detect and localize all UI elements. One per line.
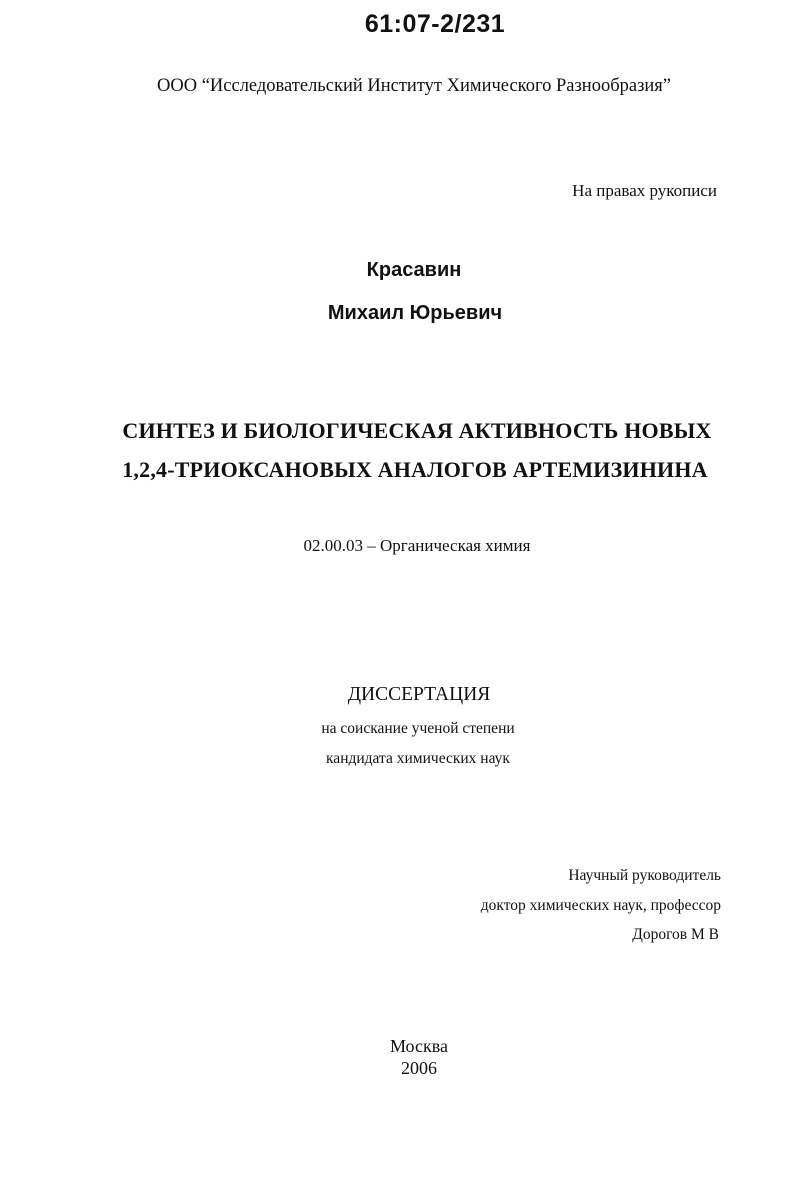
degree-line-1: на соискание ученой степени: [321, 720, 515, 737]
degree-line-2: кандидата химических наук: [326, 750, 510, 767]
rights-note: На правах рукописи: [572, 181, 717, 200]
city: Москва: [390, 1036, 448, 1056]
supervisor-name: Дорогов М В: [632, 926, 719, 943]
call-number: 61:07-2/231: [364, 10, 506, 38]
thesis-title-line-2: 1,2,4-ТРИОКСАНОВЫХ АНАЛОГОВ АРТЕМИЗИНИНА: [122, 457, 708, 482]
author-given-names: Михаил Юрьевич: [327, 302, 503, 324]
supervisor-credentials: доктор химических наук, профессор: [480, 897, 721, 914]
year: 2006: [401, 1058, 437, 1078]
document-type: ДИССЕРТАЦИЯ: [347, 684, 491, 705]
author-surname: Красавин: [366, 259, 462, 281]
supervisor-role: Научный руководитель: [568, 867, 721, 884]
organization-name: ООО “Исследовательский Институт Химического Разнообразия”: [157, 76, 671, 96]
thesis-title-line-1: СИНТЕЗ И БИОЛОГИЧЕСКАЯ АКТИВНОСТЬ НОВЫХ: [122, 418, 712, 443]
specialty-code: 02.00.03 – Органическая химия: [303, 536, 531, 555]
